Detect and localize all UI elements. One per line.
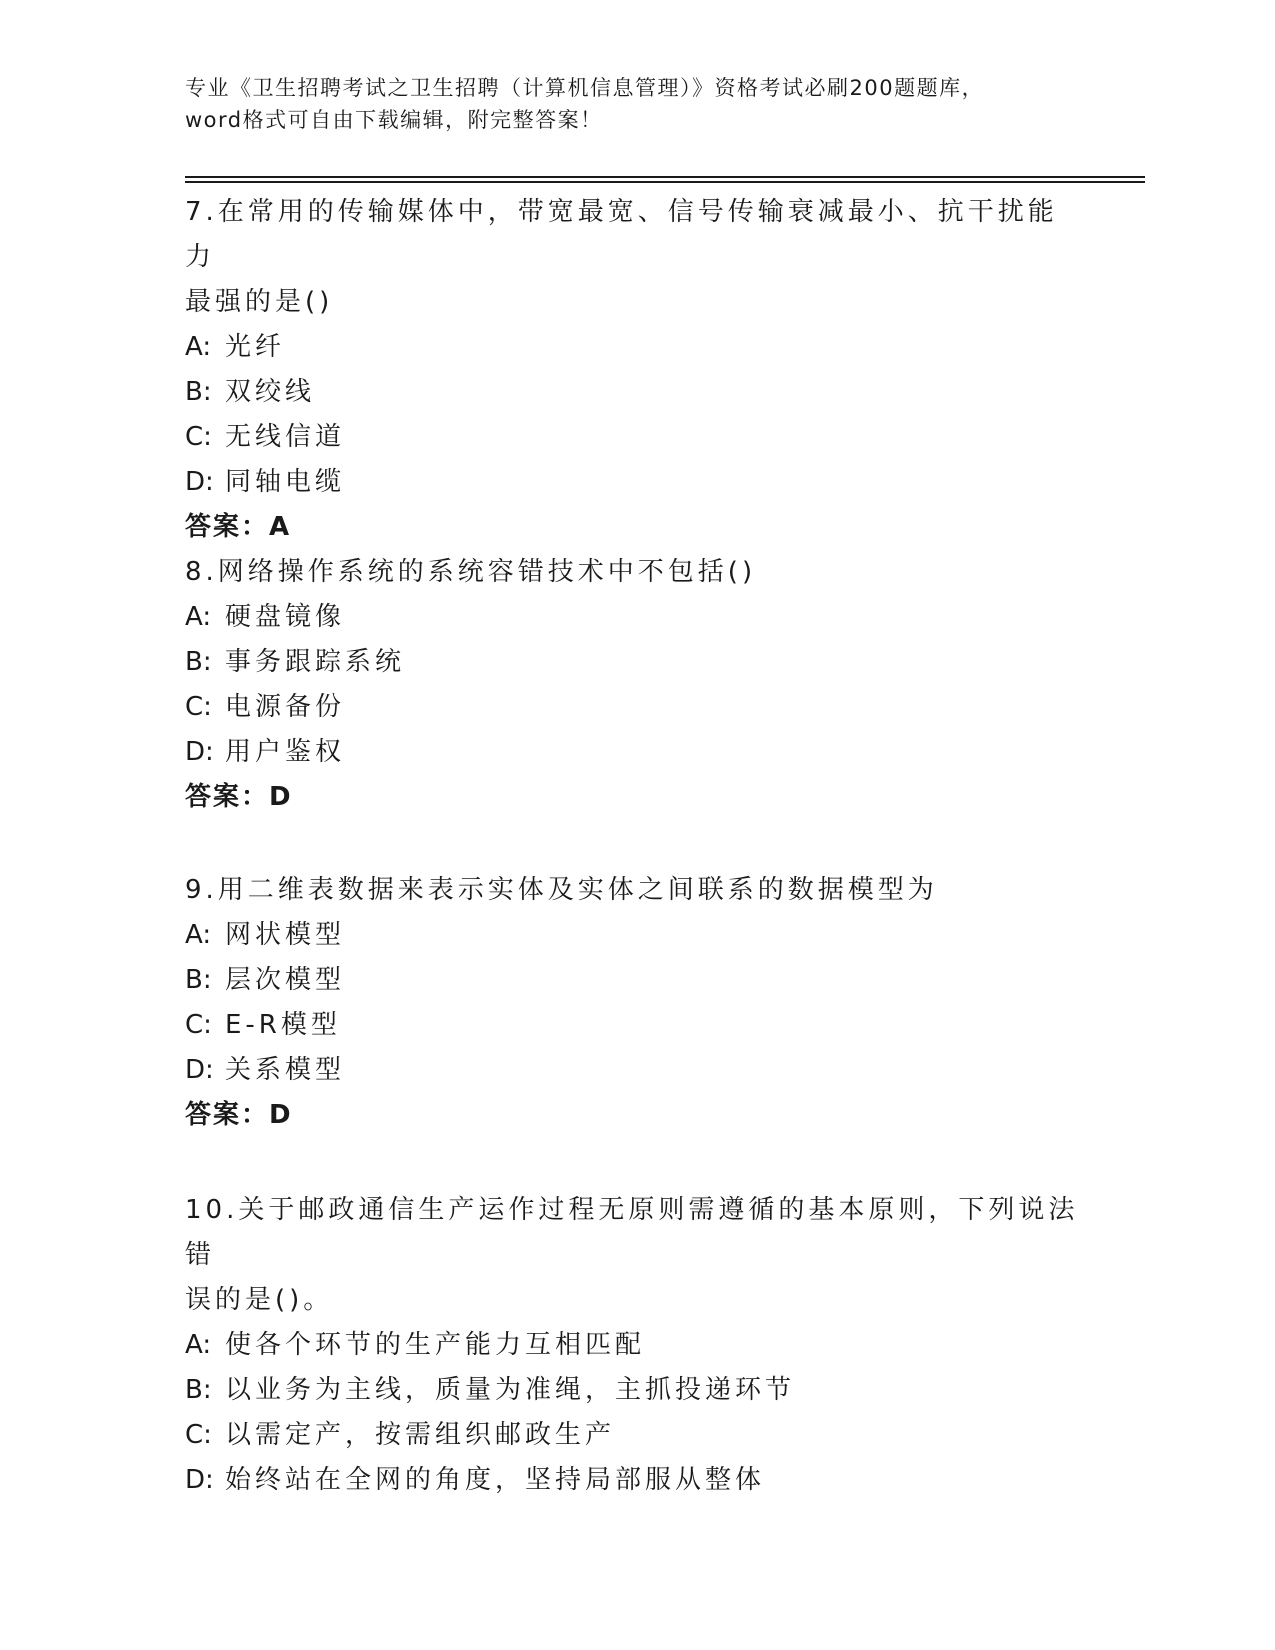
header-line-2: word格式可自由下载编辑，附完整答案！ <box>185 108 603 132</box>
option-text: 用户鉴权 <box>225 737 346 767</box>
option-key: B: <box>185 965 212 995</box>
option-key: C: <box>185 1420 212 1450</box>
question-10 <box>185 1188 1085 1503</box>
option-c <box>185 1413 1085 1458</box>
question-stem-continued: 误的是()。 <box>185 1285 334 1315</box>
option-key: C: <box>185 422 212 452</box>
option-text: 双绞线 <box>225 377 316 407</box>
option-text: 事务跟踪系统 <box>225 647 406 677</box>
option-c <box>185 415 1085 460</box>
option-key: D: <box>185 467 214 497</box>
option-key: D: <box>185 1465 214 1495</box>
answer-line: 答案：D <box>185 782 293 812</box>
header-line-1: 专业《卫生招聘考试之卫生招聘（计算机信息管理）》资格考试必刷200题题库， <box>185 76 985 100</box>
option-c <box>185 1003 1085 1048</box>
option-text: 始终站在全网的角度，坚持局部服从整体 <box>225 1465 766 1495</box>
option-a <box>185 1323 1085 1368</box>
question-stem: 8.网络操作系统的系统容错技术中不包括() <box>185 557 757 587</box>
option-key: A: <box>185 602 212 632</box>
question-stem: 7.在常用的传输媒体中，带宽最宽、信号传输衰减最小、抗干扰能力 <box>185 197 1058 272</box>
option-key: B: <box>185 1375 212 1405</box>
question-7 <box>185 190 1085 550</box>
answer-line: 答案：A <box>185 512 292 542</box>
option-a <box>185 595 1085 640</box>
option-text: 以需定产，按需组织邮政生产 <box>225 1420 616 1450</box>
option-d <box>185 1048 1085 1093</box>
question-stem: 10.关于邮政通信生产运作过程无原则需遵循的基本原则，下列说法错 <box>185 1195 1079 1270</box>
option-text: 硬盘镜像 <box>225 602 346 632</box>
option-text: 电源备份 <box>225 692 346 722</box>
option-key: D: <box>185 1055 214 1085</box>
option-d <box>185 730 1085 775</box>
answer-line: 答案：D <box>185 1100 293 1130</box>
option-key: A: <box>185 920 212 950</box>
option-a <box>185 913 1085 958</box>
option-b <box>185 1368 1085 1413</box>
option-text: 同轴电缆 <box>225 467 346 497</box>
option-key: D: <box>185 737 214 767</box>
option-text: 无线信道 <box>225 422 346 452</box>
option-d <box>185 1458 1085 1503</box>
option-text: E-R模型 <box>225 1010 341 1040</box>
option-key: C: <box>185 1010 212 1040</box>
option-b <box>185 640 1085 685</box>
option-b <box>185 958 1085 1003</box>
question-stem-continued: 最强的是() <box>185 287 334 317</box>
option-text: 关系模型 <box>225 1055 346 1085</box>
question-8 <box>185 550 1085 820</box>
question-stem: 9.用二维表数据来表示实体及实体之间联系的数据模型为 <box>185 875 938 905</box>
header-divider-bottom <box>185 181 1145 183</box>
option-c <box>185 685 1085 730</box>
option-text: 光纤 <box>225 332 286 362</box>
document-header <box>185 72 1065 136</box>
option-key: C: <box>185 692 212 722</box>
option-text: 网状模型 <box>225 920 346 950</box>
option-b <box>185 370 1085 415</box>
header-divider-top <box>185 176 1145 178</box>
question-9 <box>185 868 1085 1138</box>
option-key: B: <box>185 377 212 407</box>
option-a <box>185 325 1085 370</box>
option-text: 层次模型 <box>225 965 346 995</box>
option-key: A: <box>185 1330 212 1360</box>
option-text: 以业务为主线，质量为准绳，主抓投递环节 <box>225 1375 796 1405</box>
option-key: B: <box>185 647 212 677</box>
option-text: 使各个环节的生产能力互相匹配 <box>225 1330 646 1360</box>
option-d <box>185 460 1085 505</box>
option-key: A: <box>185 332 212 362</box>
